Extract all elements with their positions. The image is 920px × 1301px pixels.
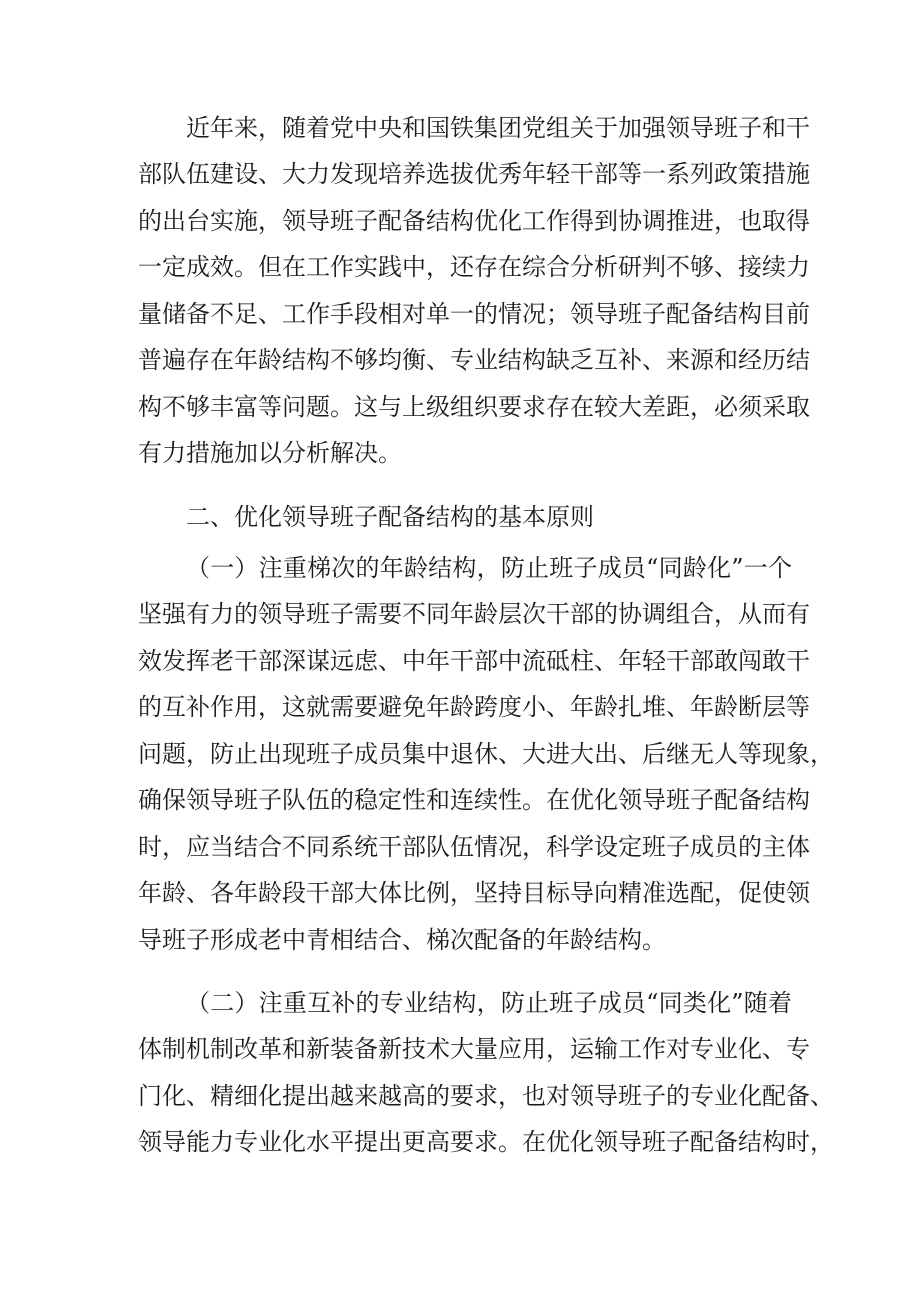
paragraph-1-line-2: 部队伍建设、大力发现培养选拔优秀年轻干部等一系列政策措施 [138,160,810,188]
paragraph-2-line-9: 导班子形成老中青相结合、梯次配备的年龄结构。 [138,926,666,954]
paragraph-2-line-2: 坚强有力的领导班子需要不同年龄层次干部的协调组合，从而有 [138,600,810,628]
paragraph-2-line-8: 年龄、各年龄段干部大体比例，坚持目标导向精准选配，促使领 [138,879,810,907]
paragraph-3-line-1: （二）注重互补的专业结构，防止班子成员“同类化”随着 [186,989,792,1017]
paragraph-2-line-7: 时，应当结合不同系统干部队伍情况，科学设定班子成员的主体 [138,833,810,861]
paragraph-1-line-8: 有力措施加以分析解决。 [138,439,402,467]
paragraph-3-line-2: 体制机制改革和新装备新技术大量应用，运输工作对专业化、专 [138,1035,810,1063]
section-heading: 二、优化领导班子配备结构的基本原则 [186,503,594,531]
paragraph-1-line-6: 普遍存在年龄结构不够均衡、专业结构缺乏互补、来源和经历结 [138,346,810,374]
paragraph-2-line-5: 问题，防止出现班子成员集中退休、大进大出、后继无人等现象， [138,740,834,768]
paragraph-1-line-5: 量储备不足、工作手段相对单一的情况；领导班子配备结构目前 [138,300,810,328]
paragraph-1-line-7: 构不够丰富等问题。这与上级组织要求存在较大差距，必须采取 [138,393,810,421]
paragraph-1-line-4: 一定成效。但在工作实践中，还存在综合分析研判不够、接续力 [138,253,810,281]
paragraph-3-line-4: 领导能力专业化水平提出更高要求。在优化领导班子配备结构时， [138,1128,834,1156]
paragraph-2-line-4: 的互补作用，这就需要避免年龄跨度小、年龄扎堆、年龄断层等 [138,693,810,721]
paragraph-3-line-3: 门化、精细化提出越来越高的要求，也对领导班子的专业化配备、 [138,1082,834,1110]
paragraph-1-line-3: 的出台实施，领导班子配备结构优化工作得到协调推进，也取得 [138,207,810,235]
paragraph-2-line-1: （一）注重梯次的年龄结构，防止班子成员“同龄化”一个 [186,554,792,582]
paragraph-2-line-3: 效发挥老干部深谋远虑、中年干部中流砥柱、年轻干部敢闯敢干 [138,647,810,675]
paragraph-2-line-6: 确保领导班子队伍的稳定性和连续性。在优化领导班子配备结构 [138,786,810,814]
paragraph-1-line-1: 近年来，随着党中央和国铁集团党组关于加强领导班子和干 [186,114,810,142]
